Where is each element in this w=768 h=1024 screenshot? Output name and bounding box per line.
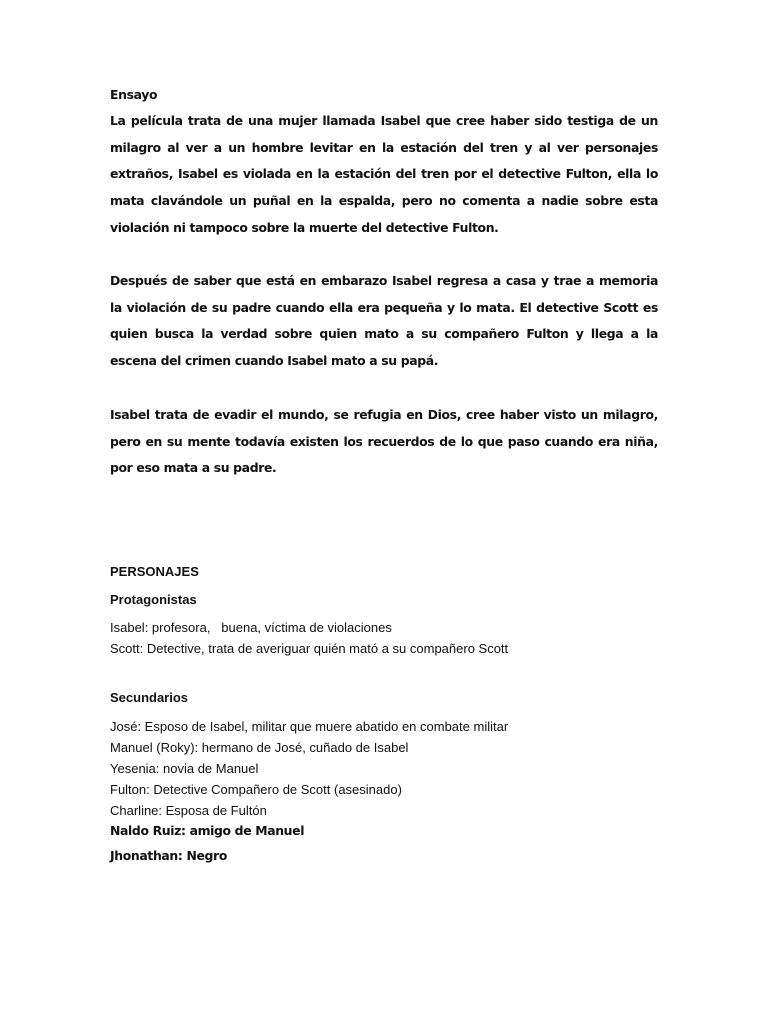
protagonist-item: Isabel: profesora, buena, víctima de violaciones: [110, 620, 392, 635]
secondary-item: Fulton: Detective Compañero de Scott (asesinado): [110, 782, 402, 797]
essay-paragraph-3: Isabel trata de evadir el mundo, se refugia en Dios, cree haber visto un milagro, pero en su mente todavía existen los recuerdos de lo que paso cuando era niña, por eso mata a su padre.: [110, 407, 658, 476]
secondary-item: Charline: Esposa de Fultón: [110, 803, 267, 818]
secondary-heading: Secundarios: [110, 690, 189, 705]
secondary-item: Jhonathan: Negro: [110, 848, 227, 863]
secondary-item: Yesenia: novia de Manuel: [110, 761, 259, 776]
essay-paragraph-2: Después de saber que está en embarazo Isabel regresa a casa y trae a memoria la violación de su padre cuando ella era pequeña y lo mata. El detective Scott es quien busca la verdad sobre quien mato a su compañero Fulton y llega a la escena del crimen cuando Isabel mato a su papá.: [110, 273, 658, 369]
characters-heading: PERSONAJES: [110, 564, 199, 579]
essay-paragraph-1: La película trata de una mujer llamada Isabel que cree haber sido testiga de un milagro al ver a un hombre levitar en la estación del tren y al ver personajes extraños, Isabel es violada en la estación del tren por el detective Fulton, ella lo mata clavándole un puñal en la espalda, pero no comenta a nadie sobre esta violación ni tampoco sobre la muerte del detective Fulton.: [110, 113, 658, 235]
secondary-item: Naldo Ruiz: amigo de Manuel: [110, 823, 305, 838]
protagonists-heading: Protagonistas: [110, 592, 197, 607]
protagonist-item: Scott: Detective, trata de averiguar quién mató a su compañero Scott: [110, 641, 509, 656]
essay-title: Ensayo: [110, 87, 158, 102]
secondary-item: Manuel (Roky): hermano de José, cuñado de Isabel: [110, 740, 409, 755]
secondary-item: José: Esposo de Isabel, militar que muere abatido en combate militar: [110, 719, 509, 734]
